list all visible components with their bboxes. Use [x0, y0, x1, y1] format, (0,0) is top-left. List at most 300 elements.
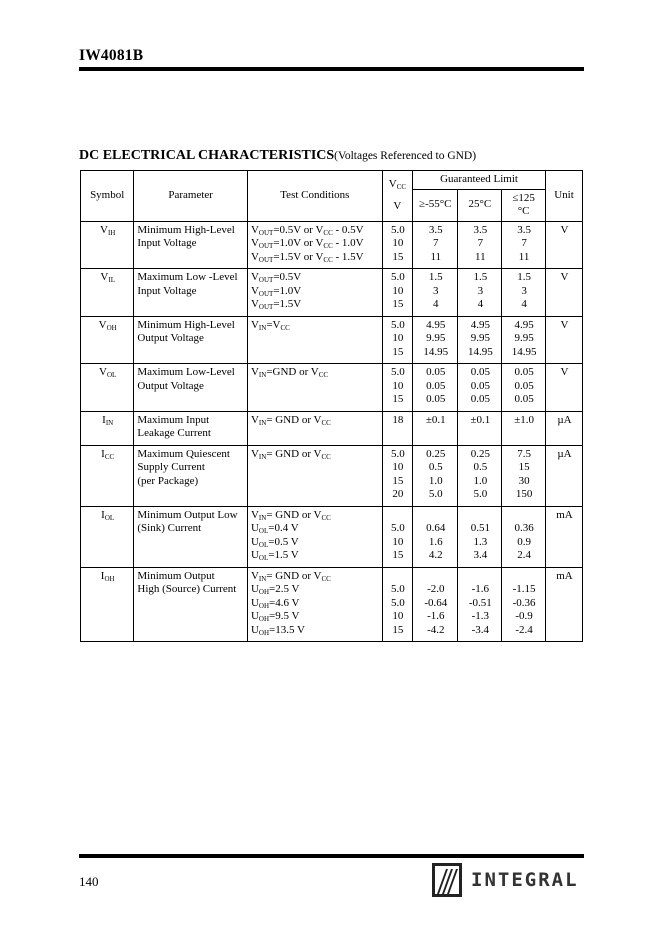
condition-text: V — [250, 250, 259, 263]
value-line: 1.3 — [473, 535, 488, 548]
top-rule — [79, 67, 584, 71]
value-line: 3.4 — [473, 549, 488, 561]
condition-text: - 0.5V — [332, 223, 364, 236]
cell-unit: V — [545, 364, 582, 412]
value-line: 11 — [430, 250, 442, 263]
symbol-letter: I — [101, 447, 105, 460]
condition-subscript: IN — [258, 574, 267, 583]
table-row — [81, 364, 583, 412]
value-line: 5.0 — [391, 318, 405, 331]
cell-vcc — [382, 364, 412, 412]
cell-parameter — [134, 411, 248, 445]
condition-text: V — [250, 298, 259, 310]
cell-limit-25c — [458, 411, 502, 445]
parameter-line: (Sink) Current — [137, 522, 202, 534]
value-line: 10 — [392, 379, 404, 392]
table-row — [81, 411, 583, 445]
value-line: -1.6 — [427, 610, 445, 622]
symbol-subscript: OL — [104, 513, 115, 522]
header-temp-25: 25°C — [458, 189, 502, 221]
cell-limit-min-temp — [413, 567, 458, 642]
table-row — [81, 506, 583, 567]
symbol-letter: V — [100, 223, 108, 236]
header-temp-max-unit: °C — [517, 205, 530, 217]
cell-limit-min-temp — [413, 445, 458, 506]
cell-test-conditions — [247, 221, 382, 269]
cell-test-conditions — [247, 364, 382, 412]
cell-limit-25c — [458, 316, 502, 364]
symbol-subscript: CC — [104, 452, 115, 461]
cell-limit-min-temp — [413, 221, 458, 269]
value-line — [416, 570, 455, 584]
cell-unit: V — [545, 221, 582, 269]
cell-symbol — [81, 411, 134, 445]
header-temp-max-value: ≤125 — [512, 191, 535, 204]
condition-text: =GND or V — [266, 366, 319, 378]
condition-text: V — [250, 284, 259, 297]
condition-subscript: IN — [258, 371, 267, 379]
value-line: -0.64 — [424, 596, 448, 609]
condition-text: = GND or V — [266, 447, 322, 460]
condition-subscript: CC — [323, 228, 333, 237]
cell-symbol — [81, 364, 134, 412]
value-line: 4 — [521, 298, 527, 310]
value-line: 5.0 — [473, 488, 488, 500]
cell-limit-min-temp — [413, 269, 458, 317]
condition-line — [251, 237, 380, 251]
condition-line — [251, 251, 380, 265]
value-line: 10 — [392, 461, 404, 473]
value-line: 7 — [433, 237, 439, 249]
value-line: 4.95 — [426, 318, 446, 331]
value-line: 0.25 — [426, 447, 446, 460]
value-line: 5.0 — [391, 596, 405, 609]
cell-symbol — [81, 316, 134, 364]
integral-logo — [432, 863, 579, 897]
condition-text: =0.5V — [273, 271, 302, 283]
condition-text: V — [250, 237, 259, 249]
value-line — [386, 509, 410, 523]
cell-unit: mA — [545, 506, 582, 567]
header-temp-min: ≥-55°C — [413, 189, 458, 221]
condition-subscript: IN — [258, 452, 267, 461]
value-line: 15 — [392, 474, 404, 487]
section-title — [79, 148, 476, 164]
value-line: -0.36 — [512, 596, 536, 609]
condition-subscript: OUT — [258, 276, 274, 284]
cell-parameter — [134, 269, 248, 317]
value-line: -2.0 — [427, 583, 445, 595]
cell-unit: V — [545, 316, 582, 364]
condition-text: V — [250, 508, 259, 521]
cell-test-conditions — [247, 506, 382, 567]
value-line: 0.05 — [470, 366, 490, 378]
condition-subscript: IN — [258, 323, 267, 332]
condition-text: V — [250, 223, 259, 236]
value-line: 14.95 — [423, 345, 449, 358]
value-line: 11 — [475, 250, 486, 263]
condition-line — [251, 319, 380, 333]
parameter-line: Minimum High-Level — [137, 223, 235, 236]
cell-limit-25c — [458, 364, 502, 412]
value-line: 2.4 — [517, 549, 531, 561]
condition-text: =V — [266, 318, 281, 331]
cell-unit: mA — [545, 567, 582, 642]
value-line: 0.05 — [514, 379, 534, 392]
value-line: -1.3 — [471, 610, 490, 622]
condition-line — [251, 570, 380, 584]
condition-subscript: OL — [258, 540, 269, 549]
symbol-letter: V — [100, 271, 109, 283]
value-line: 10 — [392, 535, 404, 548]
value-line: 10 — [392, 284, 404, 297]
parameter-line: Output Voltage — [137, 332, 204, 344]
condition-subscript: OUT — [258, 303, 274, 311]
condition-subscript: CC — [323, 255, 333, 264]
value-line: 15 — [392, 298, 404, 310]
cell-unit: µA — [545, 411, 582, 445]
condition-subscript: CC — [321, 513, 331, 522]
symbol-subscript: OL — [106, 371, 117, 379]
condition-text: =1.0V or V — [273, 237, 324, 249]
value-line — [386, 570, 410, 584]
value-line: 3.5 — [473, 223, 488, 236]
symbol-letter: I — [100, 569, 105, 582]
condition-text: U — [250, 623, 259, 636]
value-line: 0.05 — [470, 393, 490, 405]
symbol-subscript: IN — [105, 418, 114, 427]
value-line: 14.95 — [511, 345, 537, 358]
condition-text: V — [250, 318, 259, 331]
value-line: 30 — [518, 474, 530, 487]
parameter-line: High (Source) Current — [137, 583, 237, 595]
value-line: 0.9 — [517, 535, 531, 548]
value-line: 5.0 — [391, 271, 405, 283]
condition-text: V — [250, 413, 259, 426]
cell-limit-max-temp — [502, 269, 546, 317]
parameter-line: Leakage Current — [137, 427, 211, 439]
value-line: -2.4 — [515, 623, 533, 636]
cell-limit-max-temp — [502, 567, 546, 642]
parameter-line: Maximum Low-Level — [137, 366, 235, 378]
value-line: 10 — [392, 237, 404, 249]
condition-subscript: OL — [258, 554, 269, 562]
condition-text: U — [250, 596, 259, 609]
value-line: 7.5 — [517, 447, 531, 460]
cell-limit-max-temp — [502, 221, 546, 269]
value-line: 0.05 — [426, 393, 446, 405]
value-line: 1.6 — [428, 535, 443, 548]
value-line: 4.95 — [514, 318, 534, 331]
value-line: 15 — [392, 345, 404, 358]
condition-subscript: OL — [258, 527, 269, 535]
symbol-letter: V — [99, 366, 107, 378]
value-line: 4.2 — [428, 549, 443, 561]
cell-vcc — [382, 269, 412, 317]
value-line: 0.5 — [473, 461, 488, 473]
header-vcc-unit: V — [393, 199, 402, 212]
condition-subscript: OUT — [258, 289, 274, 298]
value-line: 15 — [392, 393, 404, 405]
header-unit: Unit — [545, 171, 582, 222]
section-title-text: DC ELECTRICAL CHARACTERISTICS — [79, 148, 335, 163]
value-line — [505, 570, 543, 584]
condition-subscript: CC — [318, 371, 329, 379]
parameter-line: (per Package) — [137, 474, 199, 487]
condition-subscript: OUT — [258, 228, 274, 237]
condition-text: V — [250, 447, 259, 460]
parameter-line: Maximum Input — [137, 413, 210, 426]
symbol-subscript: OH — [104, 574, 115, 583]
condition-text: = GND or V — [266, 508, 322, 521]
cell-test-conditions — [247, 567, 382, 642]
condition-line — [251, 624, 380, 638]
value-line: ±1.0 — [514, 413, 534, 426]
value-line: 15 — [392, 250, 404, 263]
condition-subscript: CC — [321, 574, 331, 583]
condition-subscript: OH — [258, 588, 270, 596]
value-line: 7 — [521, 237, 527, 249]
value-line: -1.6 — [471, 583, 490, 595]
condition-line — [251, 448, 380, 462]
value-line: 150 — [515, 488, 533, 500]
header-vcc — [382, 171, 412, 222]
value-line: 1.0 — [473, 474, 488, 487]
cell-vcc — [382, 506, 412, 567]
condition-line — [251, 522, 380, 536]
cell-limit-25c — [458, 506, 502, 567]
parameter-line: Input Voltage — [137, 237, 197, 249]
condition-text: - 1.0V — [332, 237, 364, 249]
parameter-line: Minimum High-Level — [137, 318, 235, 331]
value-line: 9.95 — [426, 332, 446, 344]
value-line: 3.5 — [428, 223, 443, 236]
value-line — [505, 509, 543, 523]
cell-vcc — [382, 221, 412, 269]
symbol-letter: I — [102, 413, 106, 426]
condition-line — [251, 583, 380, 597]
condition-subscript: CC — [280, 323, 290, 332]
condition-text: =0.5V or V — [273, 223, 324, 236]
value-line: 7 — [477, 237, 484, 249]
value-line: 5.0 — [391, 522, 405, 534]
cell-limit-min-temp — [413, 411, 458, 445]
condition-subscript: OH — [258, 628, 270, 637]
value-line: 9.95 — [514, 332, 534, 344]
condition-text: V — [250, 271, 259, 283]
cell-symbol — [81, 567, 134, 642]
value-line: -0.9 — [515, 610, 533, 622]
value-line: 5.0 — [428, 488, 443, 500]
symbol-subscript: IL — [108, 276, 115, 284]
value-line: 20 — [392, 488, 404, 500]
cell-parameter — [134, 316, 248, 364]
value-line: 0.36 — [514, 522, 534, 534]
condition-text: = GND or V — [266, 413, 322, 426]
parameter-line: Maximum Quiescent — [137, 447, 230, 460]
cell-limit-max-temp — [502, 364, 546, 412]
condition-subscript: OH — [258, 601, 270, 610]
value-line: 1.5 — [517, 271, 531, 283]
value-line: 11 — [518, 250, 530, 263]
value-line: 1.5 — [473, 271, 488, 283]
condition-line — [251, 610, 380, 624]
cell-vcc — [382, 445, 412, 506]
cell-test-conditions — [247, 316, 382, 364]
value-line: 18 — [392, 413, 404, 426]
value-line: 0.05 — [426, 379, 446, 392]
section-subtitle: (Voltages Referenced to GND) — [334, 150, 477, 162]
cell-limit-25c — [458, 567, 502, 642]
header-vcc-label: V — [388, 178, 397, 191]
brand-name: INTEGRAL — [471, 869, 579, 891]
condition-text: - 1.5V — [332, 250, 364, 263]
condition-subscript: IN — [258, 513, 267, 522]
cell-limit-25c — [458, 269, 502, 317]
condition-line — [251, 366, 380, 380]
condition-text: U — [250, 610, 259, 622]
value-line: ±0.1 — [425, 413, 446, 426]
condition-subscript: CC — [321, 418, 331, 427]
condition-text: V — [250, 366, 259, 378]
value-line: 9.95 — [470, 332, 490, 344]
value-line: 5.0 — [391, 366, 405, 378]
value-line: 4 — [433, 298, 439, 310]
dc-characteristics-table — [80, 170, 583, 642]
value-line: 3 — [477, 284, 484, 297]
cell-parameter — [134, 445, 248, 506]
value-line: 15 — [392, 623, 404, 636]
value-line: 4.95 — [470, 318, 490, 331]
parameter-line: Maximum Low -Level — [137, 271, 238, 283]
condition-line — [251, 597, 380, 611]
value-line — [461, 509, 499, 523]
value-line: -4.2 — [427, 623, 445, 636]
value-line: 0.05 — [514, 366, 534, 378]
header-test-conditions: Test Conditions — [247, 171, 382, 222]
cell-parameter — [134, 506, 248, 567]
symbol-subscript: IH — [107, 228, 116, 237]
cell-symbol — [81, 506, 134, 567]
value-line: 1.0 — [428, 474, 443, 487]
cell-symbol — [81, 221, 134, 269]
condition-line — [251, 509, 380, 523]
value-line: 5.0 — [391, 223, 405, 236]
value-line: 3 — [433, 284, 439, 297]
cell-limit-max-temp — [502, 411, 546, 445]
condition-subscript: CC — [321, 452, 331, 461]
condition-text: U — [250, 535, 259, 548]
value-line: 0.51 — [470, 522, 490, 534]
page-number: 140 — [79, 874, 99, 889]
cell-unit: µA — [545, 445, 582, 506]
cell-limit-min-temp — [413, 364, 458, 412]
table-row — [81, 445, 583, 506]
condition-text: =13.5 V — [269, 623, 305, 636]
parameter-line: Minimum Output — [137, 569, 215, 582]
condition-text: =1.5V — [273, 298, 302, 310]
value-line: 5.0 — [391, 447, 405, 460]
condition-text: = GND or V — [266, 569, 322, 582]
table-row — [81, 269, 583, 317]
cell-limit-max-temp — [502, 445, 546, 506]
condition-line — [251, 414, 380, 428]
condition-line — [251, 298, 380, 312]
cell-symbol — [81, 445, 134, 506]
value-line: 14.95 — [467, 345, 493, 358]
table-header-row — [81, 171, 583, 190]
cell-limit-max-temp — [502, 316, 546, 364]
symbol-letter: I — [101, 508, 105, 521]
table-body — [81, 221, 583, 642]
value-line: 10 — [392, 610, 404, 622]
condition-text: U — [250, 522, 259, 534]
document-header-title: IW4081B — [79, 47, 144, 64]
value-line: 15 — [392, 549, 404, 561]
bottom-rule — [79, 854, 584, 858]
value-line — [461, 570, 499, 584]
value-line — [416, 509, 455, 523]
value-line: 0.05 — [470, 379, 490, 392]
cell-unit: V — [545, 269, 582, 317]
cell-test-conditions — [247, 411, 382, 445]
cell-vcc — [382, 316, 412, 364]
condition-text: =1.0V — [273, 284, 302, 297]
cell-vcc — [382, 567, 412, 642]
value-line: 10 — [392, 332, 404, 344]
condition-text: =2.5 V — [269, 583, 300, 595]
cell-symbol — [81, 269, 134, 317]
cell-test-conditions — [247, 269, 382, 317]
integral-logo-icon — [432, 863, 462, 897]
value-line: 1.5 — [428, 271, 443, 283]
condition-text: =9.5 V — [269, 610, 300, 622]
value-line: 0.05 — [426, 366, 446, 378]
condition-subscript: CC — [323, 242, 333, 250]
value-line: 3 — [521, 284, 527, 297]
condition-text: =0.4 V — [268, 522, 299, 534]
value-line: 3.5 — [517, 223, 531, 236]
value-line: 15 — [518, 461, 530, 473]
cell-parameter — [134, 364, 248, 412]
condition-text: U — [250, 549, 259, 561]
header-symbol: Symbol — [81, 171, 134, 222]
cell-limit-25c — [458, 445, 502, 506]
header-parameter: Parameter — [134, 171, 248, 222]
header-vcc-sub: CC — [396, 183, 407, 192]
condition-subscript: OUT — [258, 255, 274, 264]
value-line: -1.15 — [512, 583, 536, 595]
condition-text: =0.5 V — [268, 535, 299, 548]
parameter-line: Input Voltage — [137, 284, 197, 297]
cell-parameter — [134, 221, 248, 269]
cell-limit-min-temp — [413, 506, 458, 567]
symbol-letter: V — [98, 318, 107, 331]
condition-text: =1.5V or V — [273, 250, 324, 263]
value-line: 5.0 — [391, 583, 405, 595]
parameter-line: Minimum Output Low — [137, 508, 238, 521]
cell-limit-25c — [458, 221, 502, 269]
condition-text: =4.6 V — [269, 596, 300, 609]
condition-line — [251, 536, 380, 550]
value-line: 0.25 — [470, 447, 490, 460]
table-row — [81, 221, 583, 269]
value-line: 0.64 — [426, 522, 446, 534]
header-guaranteed-limit: Guaranteed Limit — [413, 171, 546, 190]
condition-text: U — [250, 583, 259, 595]
cell-parameter — [134, 567, 248, 642]
header-temp-max — [502, 189, 546, 221]
